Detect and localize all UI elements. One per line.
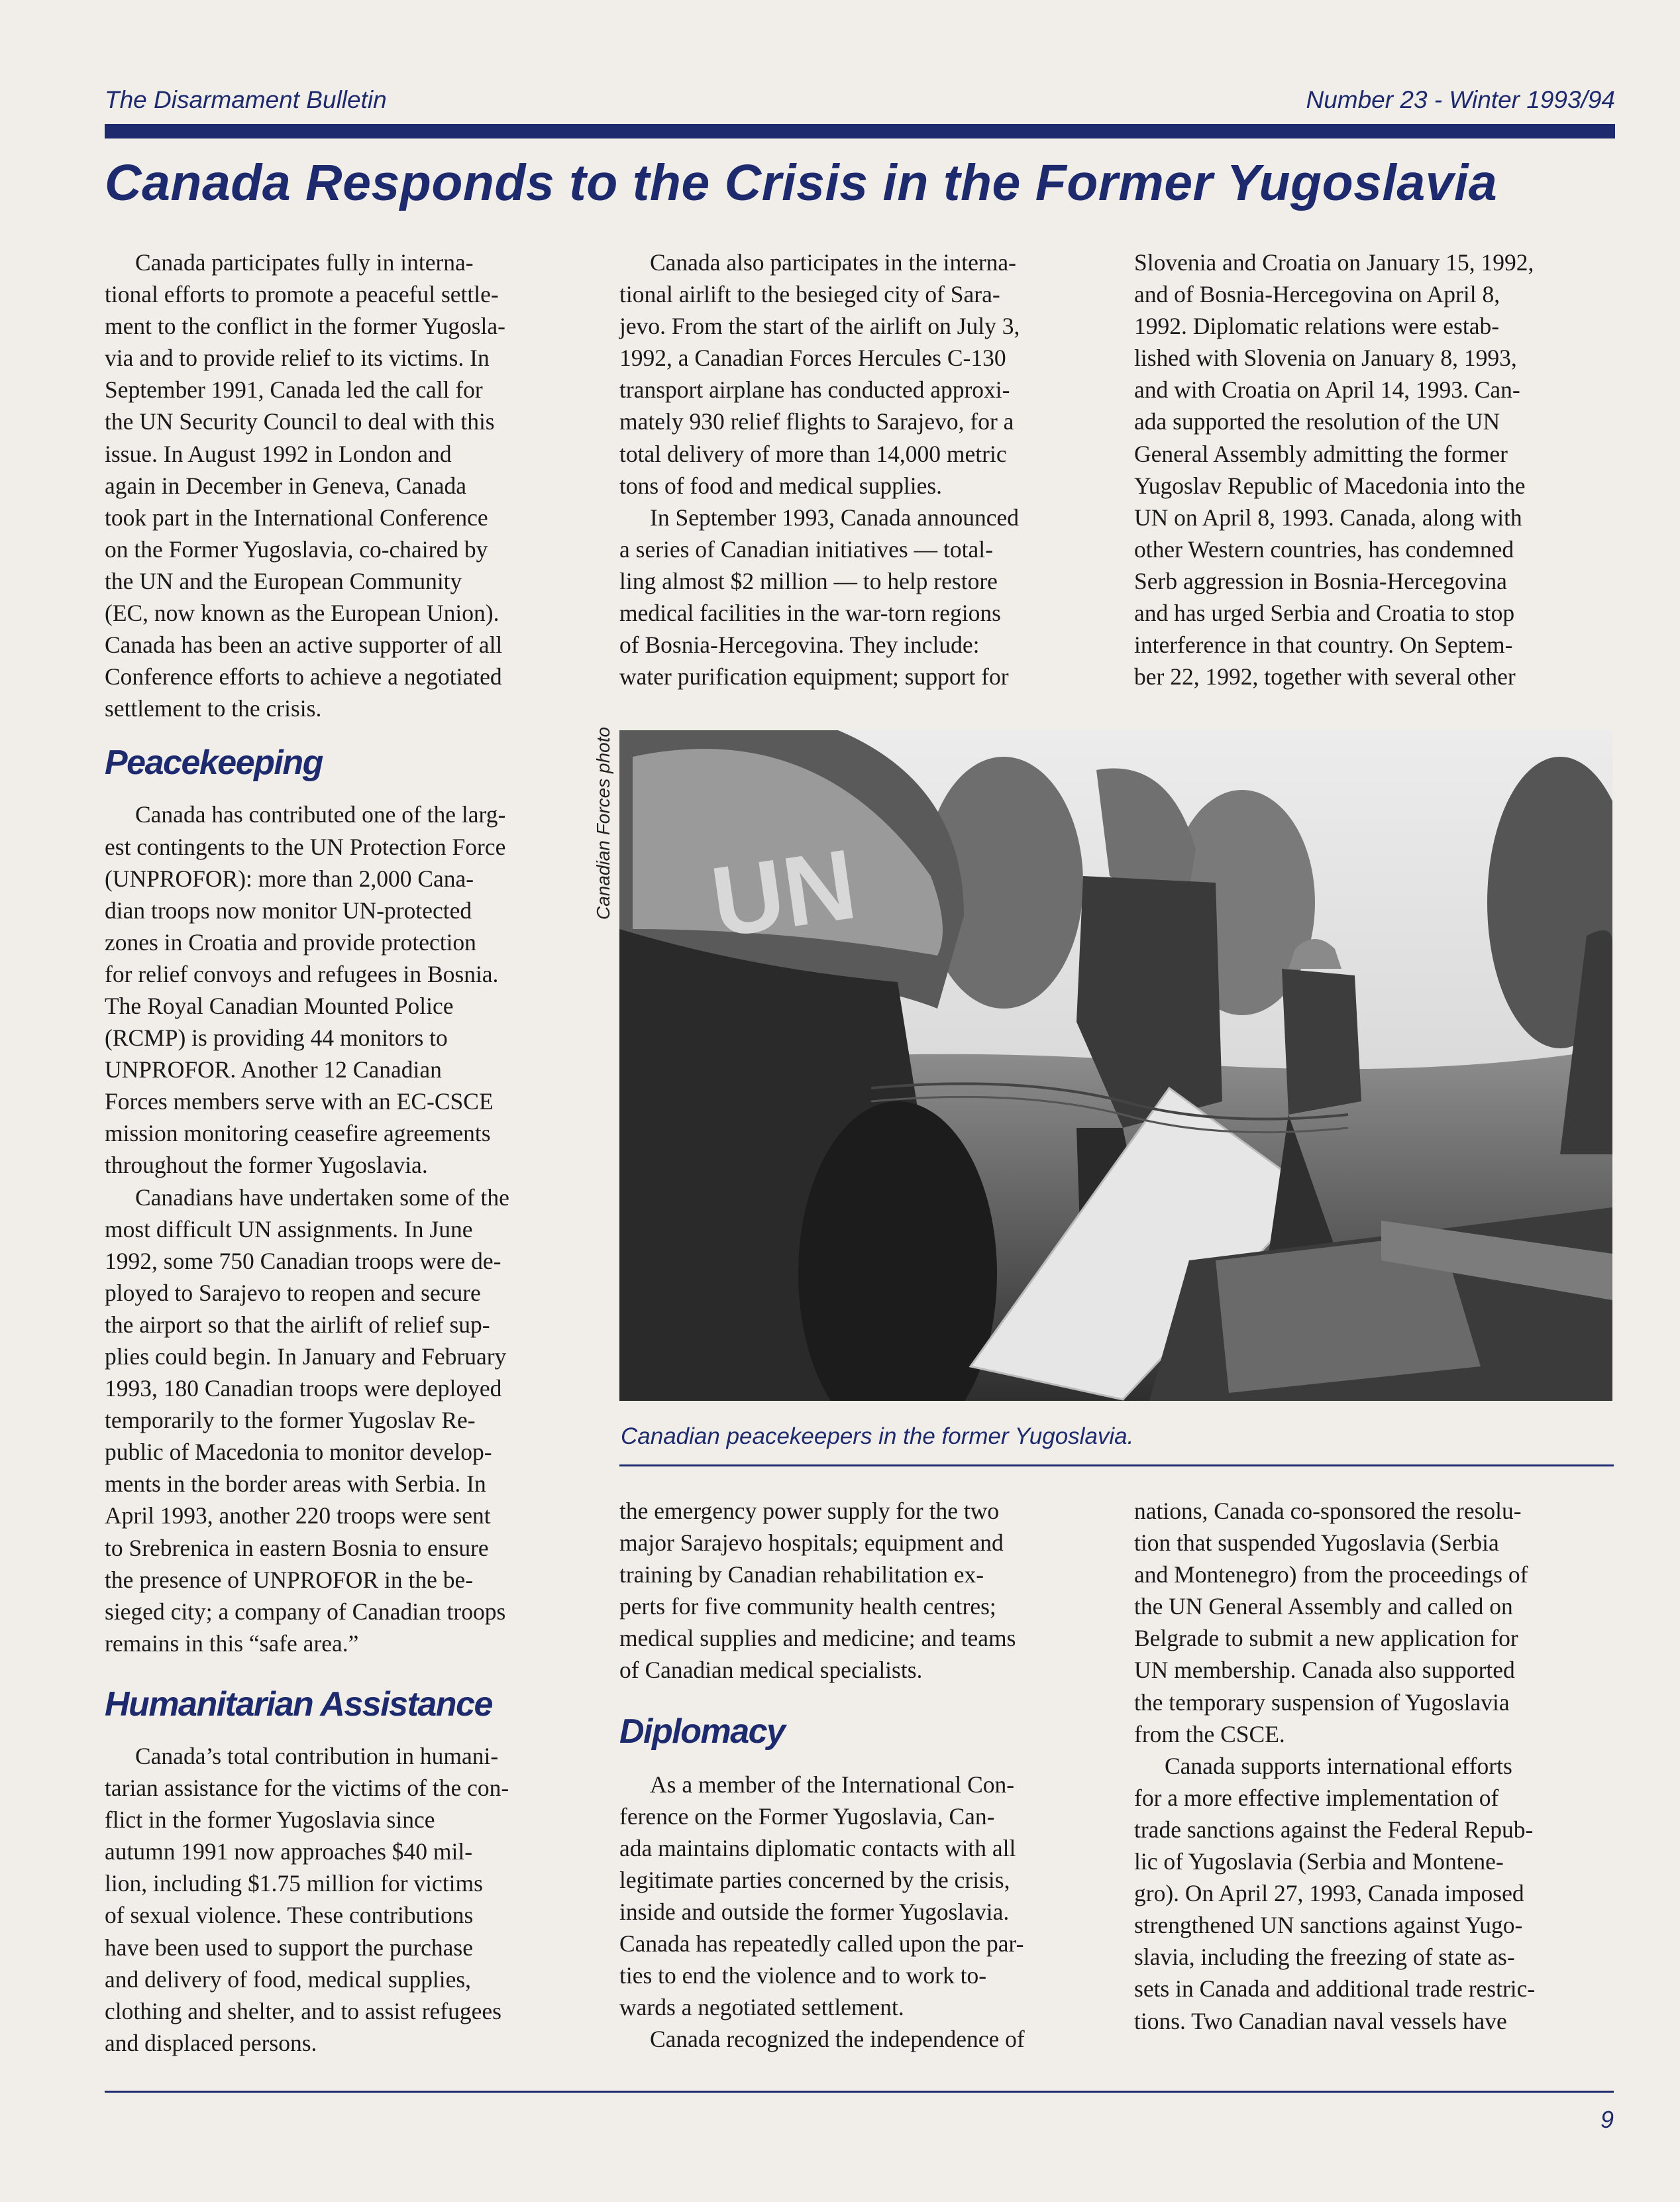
footer-rule bbox=[105, 2091, 1614, 2093]
recognition-paragraph: Slovenia and Croatia on January 15, 1992, and of Bosnia-Hercegovina on April 8, 1992. Diplomatic relations were estab- lished with Slovenia on January 8, 1993, and with Croatia on April 14, 1993. Can- ada supported the resolution of the UN General Assembly admitting the former Yugoslav Republic of Macedonia into the UN on April 8, 1993. Canada, along with other Western countries, has condemned Serb aggression in Bosnia-Hercegovina and has urged Serbia and Croatia to stop interference in that country. On Septem- ber 22, 1992, together with several other bbox=[1134, 249, 1534, 690]
suspension-paragraph: nations, Canada co-sponsored the resolu- tion that suspended Yugoslavia (Serbia and Montenegro) from the proceedings of the UN General Assembly and called on Belgrade to submit a new application for UN membership. Canada also supported the temporary suspension of Yugoslavia from the CSCE. bbox=[1134, 1498, 1528, 1747]
intro-paragraph: Canada participates fully in interna- tional efforts to promote a peaceful settle- ment to the conflict in the former Yugosla- via and to provide relief to its victims. In September 1991, Canada led the call for the UN Security Council to deal with this issue. In August 1992 in London and again in December in Geneva, Canada took part in the International Conference on the Former Yugoslavia, co-chaired by the UN and the European Community (EC, now known as the European Union). Canada has been an active supporter of all Conference efforts to achieve a negotiated settlement to the crisis. bbox=[105, 249, 505, 722]
column-1 bbox=[105, 247, 582, 2059]
sanctions-paragraph: Canada supports international efforts for a more effective implementation of trade sanctions against the Federal Repub- lic of Yugoslavia (Serbia and Montene- gro). On April 27, 1993, Canada imposed strengthened UN sanctions against Yugo- slavia, including the freezing of state as- sets in Canada and additional trade restric- tions. Two Canadian naval vessels have bbox=[1134, 1752, 1536, 2034]
photo-caption: Canadian peacekeepers in the former Yugoslavia. bbox=[621, 1423, 1134, 1449]
column-2-top bbox=[619, 247, 1096, 692]
diplomacy-paragraph-1: As a member of the International Con- ference on the Former Yugoslavia, Can- ada maintains diplomatic contacts with all legitimate parties concerned by the crisis, inside and outside the former Yugoslavia. Canada has repeatedly called upon the par- ties to end the violence and to work to- wards a negotiated settlement. bbox=[619, 1771, 1024, 2021]
heading-diplomacy: Diplomacy bbox=[619, 1712, 785, 1751]
peacekeeping-paragraph-1: Canada has contributed one of the larg- est contingents to the UN Protection Force (UNPROFOR): more than 2,000 Cana- dian troops now monitor UN-protected zones in Croatia and provide protection for relief convoys and refugees in Bosnia. The Royal Canadian Mounted Police (RCMP) is providing 44 monitors to UNPROFOR. Another 12 Canadian Forces members serve with an EC-CSCE mission monitoring ceasefire agreements throughout the former Yugoslavia. bbox=[105, 801, 506, 1179]
photo-illustration bbox=[619, 730, 1612, 1401]
caption-rule bbox=[619, 1464, 1614, 1466]
helmet-un-marking: UN bbox=[705, 828, 863, 958]
column-3-top bbox=[1134, 247, 1611, 692]
airlift-paragraph: Canada also participates in the interna- tional airlift to the besieged city of Sara- jevo. From the start of the airlift on July 3, 1992, a Canadian Forces Hercules C-130 transport airplane has conducted approxi- mately 930 relief flights to Sarajevo, for a total delivery of more than 14,000 metric tons of food and medical supplies. bbox=[619, 249, 1020, 499]
peacekeepers-photo bbox=[619, 730, 1612, 1401]
article-title: Canada Responds to the Crisis in the Former Yugoslavia bbox=[105, 154, 1498, 211]
medical-continuation-paragraph: the emergency power supply for the two major Sarajevo hospitals; equipment and training by Canadian rehabilitation ex- perts for five community health centres; medical supplies and medicine; and teams of Canadian medical specialists. bbox=[619, 1498, 1016, 1684]
heading-humanitarian-assistance: Humanitarian Assistance bbox=[105, 1684, 492, 1724]
initiatives-paragraph: In September 1993, Canada announced a series of Canadian initiatives — total- ling almost $2 million — to help restore medical facilities in the war-torn regions of Bosnia-Hercegovina. They include: water purification equipment; support for bbox=[619, 504, 1019, 690]
header-rule bbox=[105, 124, 1615, 138]
heading-peacekeeping: Peacekeeping bbox=[105, 743, 323, 783]
issue-label: Number 23 - Winter 1993/94 bbox=[1306, 86, 1615, 113]
publication-name: The Disarmament Bulletin bbox=[105, 86, 387, 113]
column-3-bottom bbox=[1134, 1495, 1611, 2037]
diplomacy-paragraph-2: Canada recognized the independence of bbox=[650, 2026, 1025, 2053]
photo-credit: Canadian Forces photo bbox=[593, 726, 613, 920]
column-2-bottom bbox=[619, 1495, 1096, 2055]
page-number: 9 bbox=[1600, 2106, 1614, 2133]
peacekeeping-paragraph-2: Canadians have undertaken some of the most difficult UN assignments. In June 1992, some 750 Canadian troops were de- ployed to Sarajevo to reopen and secure the airport so that the airlift of relief sup- plies could begin. In January and February 1993, 180 Canadian troops were deployed temporarily to the former Yugoslav Re- public of Macedonia to monitor develop- ments in the border areas with Serbia. In April 1993, another 220 troops were sent to Srebrenica in eastern Bosnia to ensure the presence of UNPROFOR in the be- sieged city; a company of Canadian troops remains in this “safe area.” bbox=[105, 1184, 509, 1657]
humanitarian-paragraph: Canada’s total contribution in humani- tarian assistance for the victims of the con- flict in the former Yugoslavia since autumn 1991 now approaches $40 mil- lion, including $1.75 million for victims of sexual violence. These contributions have been used to support the purchase and delivery of food, medical supplies, clothing and shelter, and to assist refugees and displaced persons. bbox=[105, 1742, 509, 2056]
